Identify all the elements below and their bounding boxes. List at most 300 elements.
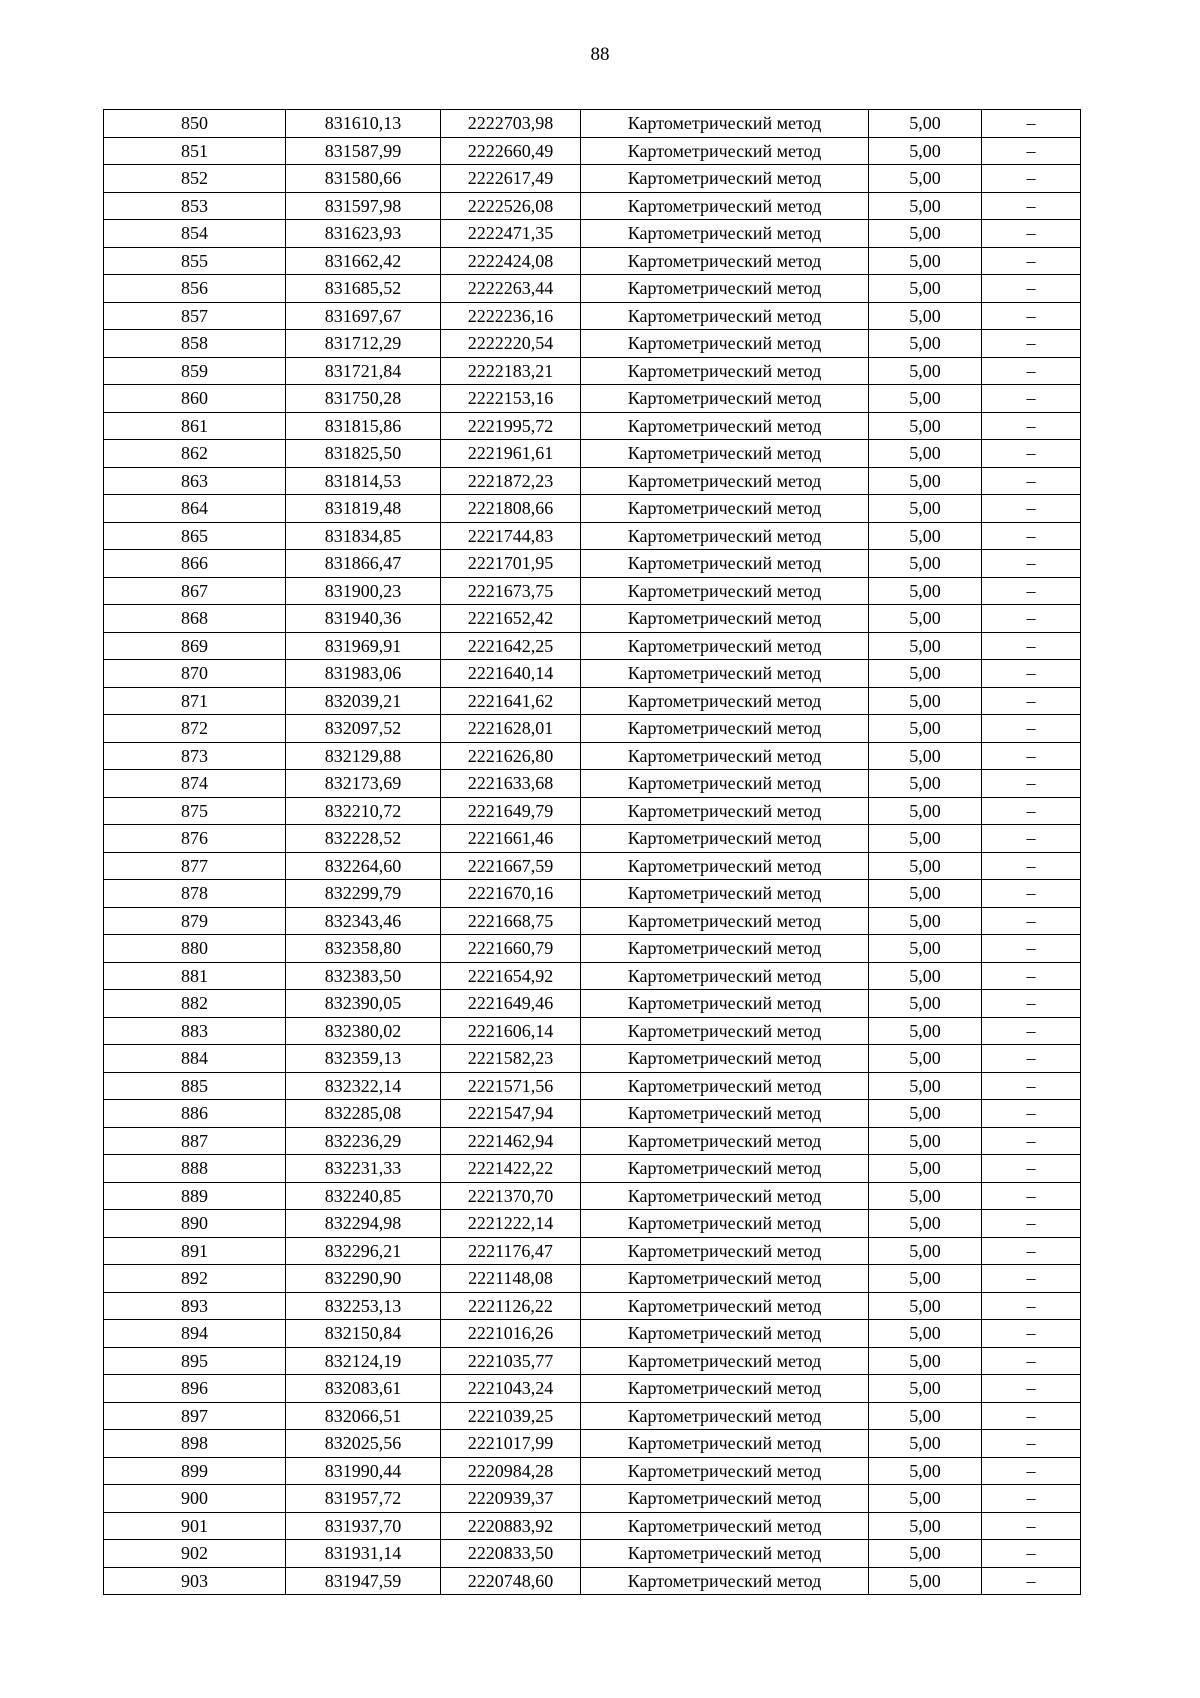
x-coordinate-cell: 832124,19 bbox=[286, 1347, 441, 1375]
table-row bbox=[104, 550, 1081, 578]
accuracy-cell: 5,00 bbox=[869, 385, 982, 413]
x-coordinate-cell: 832343,46 bbox=[286, 907, 441, 935]
point-number-cell: 867 bbox=[104, 577, 286, 605]
method-cell: Картометрический метод bbox=[581, 1182, 869, 1210]
accuracy-cell: 5,00 bbox=[869, 165, 982, 193]
accuracy-cell: 5,00 bbox=[869, 1320, 982, 1348]
point-number-cell: 902 bbox=[104, 1540, 286, 1568]
point-number-cell: 863 bbox=[104, 467, 286, 495]
accuracy-cell: 5,00 bbox=[869, 1182, 982, 1210]
y-coordinate-cell: 2221649,46 bbox=[441, 990, 581, 1018]
accuracy-cell: 5,00 bbox=[869, 1292, 982, 1320]
point-number-cell: 861 bbox=[104, 412, 286, 440]
y-coordinate-cell: 2221422,22 bbox=[441, 1155, 581, 1183]
x-coordinate-cell: 832390,05 bbox=[286, 990, 441, 1018]
accuracy-cell: 5,00 bbox=[869, 990, 982, 1018]
point-number-cell: 892 bbox=[104, 1265, 286, 1293]
note-cell: – bbox=[982, 880, 1081, 908]
method-cell: Картометрический метод bbox=[581, 275, 869, 303]
point-number-cell: 899 bbox=[104, 1457, 286, 1485]
note-cell: – bbox=[982, 137, 1081, 165]
note-cell: – bbox=[982, 357, 1081, 385]
point-number-cell: 885 bbox=[104, 1072, 286, 1100]
note-cell: – bbox=[982, 1155, 1081, 1183]
point-number-cell: 855 bbox=[104, 247, 286, 275]
x-coordinate-cell: 832097,52 bbox=[286, 715, 441, 743]
accuracy-cell: 5,00 bbox=[869, 1457, 982, 1485]
table-row bbox=[104, 412, 1081, 440]
y-coordinate-cell: 2221961,61 bbox=[441, 440, 581, 468]
x-coordinate-cell: 832358,80 bbox=[286, 935, 441, 963]
table-row bbox=[104, 1512, 1081, 1540]
x-coordinate-cell: 832380,02 bbox=[286, 1017, 441, 1045]
x-coordinate-cell: 832173,69 bbox=[286, 770, 441, 798]
note-cell: – bbox=[982, 220, 1081, 248]
note-cell: – bbox=[982, 1127, 1081, 1155]
x-coordinate-cell: 832210,72 bbox=[286, 797, 441, 825]
accuracy-cell: 5,00 bbox=[869, 1072, 982, 1100]
y-coordinate-cell: 2221016,26 bbox=[441, 1320, 581, 1348]
accuracy-cell: 5,00 bbox=[869, 825, 982, 853]
accuracy-cell: 5,00 bbox=[869, 247, 982, 275]
accuracy-cell: 5,00 bbox=[869, 962, 982, 990]
point-number-cell: 881 bbox=[104, 962, 286, 990]
x-coordinate-cell: 831969,91 bbox=[286, 632, 441, 660]
table-row bbox=[104, 1457, 1081, 1485]
note-cell: – bbox=[982, 1017, 1081, 1045]
x-coordinate-cell: 832236,29 bbox=[286, 1127, 441, 1155]
point-number-cell: 894 bbox=[104, 1320, 286, 1348]
note-cell: – bbox=[982, 412, 1081, 440]
table-row bbox=[104, 467, 1081, 495]
note-cell: – bbox=[982, 247, 1081, 275]
x-coordinate-cell: 831623,93 bbox=[286, 220, 441, 248]
method-cell: Картометрический метод bbox=[581, 962, 869, 990]
table-row bbox=[104, 632, 1081, 660]
coordinates-table bbox=[103, 109, 1081, 1595]
y-coordinate-cell: 2221668,75 bbox=[441, 907, 581, 935]
table-row bbox=[104, 935, 1081, 963]
point-number-cell: 884 bbox=[104, 1045, 286, 1073]
y-coordinate-cell: 2222263,44 bbox=[441, 275, 581, 303]
note-cell: – bbox=[982, 1045, 1081, 1073]
method-cell: Картометрический метод bbox=[581, 412, 869, 440]
y-coordinate-cell: 2221642,25 bbox=[441, 632, 581, 660]
table-row bbox=[104, 1182, 1081, 1210]
table-row bbox=[104, 1540, 1081, 1568]
y-coordinate-cell: 2221017,99 bbox=[441, 1430, 581, 1458]
y-coordinate-cell: 2220833,50 bbox=[441, 1540, 581, 1568]
accuracy-cell: 5,00 bbox=[869, 192, 982, 220]
y-coordinate-cell: 2221744,83 bbox=[441, 522, 581, 550]
accuracy-cell: 5,00 bbox=[869, 220, 982, 248]
method-cell: Картометрический метод bbox=[581, 330, 869, 358]
method-cell: Картометрический метод bbox=[581, 522, 869, 550]
table-row bbox=[104, 110, 1081, 138]
accuracy-cell: 5,00 bbox=[869, 1485, 982, 1513]
y-coordinate-cell: 2222526,08 bbox=[441, 192, 581, 220]
point-number-cell: 887 bbox=[104, 1127, 286, 1155]
method-cell: Картометрический метод bbox=[581, 357, 869, 385]
table-row bbox=[104, 385, 1081, 413]
accuracy-cell: 5,00 bbox=[869, 412, 982, 440]
note-cell: – bbox=[982, 330, 1081, 358]
point-number-cell: 850 bbox=[104, 110, 286, 138]
table-row bbox=[104, 192, 1081, 220]
point-number-cell: 868 bbox=[104, 605, 286, 633]
note-cell: – bbox=[982, 275, 1081, 303]
table-row bbox=[104, 137, 1081, 165]
accuracy-cell: 5,00 bbox=[869, 1430, 982, 1458]
x-coordinate-cell: 831597,98 bbox=[286, 192, 441, 220]
y-coordinate-cell: 2221043,24 bbox=[441, 1375, 581, 1403]
y-coordinate-cell: 2221582,23 bbox=[441, 1045, 581, 1073]
method-cell: Картометрический метод bbox=[581, 990, 869, 1018]
accuracy-cell: 5,00 bbox=[869, 1375, 982, 1403]
method-cell: Картометрический метод bbox=[581, 715, 869, 743]
point-number-cell: 891 bbox=[104, 1237, 286, 1265]
accuracy-cell: 5,00 bbox=[869, 110, 982, 138]
note-cell: – bbox=[982, 467, 1081, 495]
x-coordinate-cell: 831721,84 bbox=[286, 357, 441, 385]
y-coordinate-cell: 2222703,98 bbox=[441, 110, 581, 138]
y-coordinate-cell: 2221808,66 bbox=[441, 495, 581, 523]
x-coordinate-cell: 831580,66 bbox=[286, 165, 441, 193]
y-coordinate-cell: 2221633,68 bbox=[441, 770, 581, 798]
method-cell: Картометрический метод bbox=[581, 1045, 869, 1073]
method-cell: Картометрический метод bbox=[581, 440, 869, 468]
table-row bbox=[104, 1072, 1081, 1100]
table-row bbox=[104, 880, 1081, 908]
point-number-cell: 852 bbox=[104, 165, 286, 193]
x-coordinate-cell: 832228,52 bbox=[286, 825, 441, 853]
y-coordinate-cell: 2221641,62 bbox=[441, 687, 581, 715]
note-cell: – bbox=[982, 1402, 1081, 1430]
x-coordinate-cell: 831940,36 bbox=[286, 605, 441, 633]
y-coordinate-cell: 2220939,37 bbox=[441, 1485, 581, 1513]
method-cell: Картометрический метод bbox=[581, 1072, 869, 1100]
note-cell: – bbox=[982, 1182, 1081, 1210]
note-cell: – bbox=[982, 935, 1081, 963]
method-cell: Картометрический метод bbox=[581, 1540, 869, 1568]
accuracy-cell: 5,00 bbox=[869, 660, 982, 688]
x-coordinate-cell: 832285,08 bbox=[286, 1100, 441, 1128]
table-row bbox=[104, 330, 1081, 358]
method-cell: Картометрический метод bbox=[581, 495, 869, 523]
point-number-cell: 877 bbox=[104, 852, 286, 880]
y-coordinate-cell: 2222617,49 bbox=[441, 165, 581, 193]
table-row bbox=[104, 660, 1081, 688]
note-cell: – bbox=[982, 522, 1081, 550]
table-row bbox=[104, 825, 1081, 853]
y-coordinate-cell: 2221035,77 bbox=[441, 1347, 581, 1375]
y-coordinate-cell: 2220748,60 bbox=[441, 1567, 581, 1595]
accuracy-cell: 5,00 bbox=[869, 1402, 982, 1430]
y-coordinate-cell: 2222424,08 bbox=[441, 247, 581, 275]
x-coordinate-cell: 831947,59 bbox=[286, 1567, 441, 1595]
accuracy-cell: 5,00 bbox=[869, 137, 982, 165]
note-cell: – bbox=[982, 907, 1081, 935]
y-coordinate-cell: 2221039,25 bbox=[441, 1402, 581, 1430]
accuracy-cell: 5,00 bbox=[869, 797, 982, 825]
accuracy-cell: 5,00 bbox=[869, 770, 982, 798]
y-coordinate-cell: 2221571,56 bbox=[441, 1072, 581, 1100]
table-row bbox=[104, 1347, 1081, 1375]
point-number-cell: 864 bbox=[104, 495, 286, 523]
method-cell: Картометрический метод bbox=[581, 880, 869, 908]
note-cell: – bbox=[982, 1540, 1081, 1568]
table-row bbox=[104, 605, 1081, 633]
x-coordinate-cell: 832066,51 bbox=[286, 1402, 441, 1430]
method-cell: Картометрический метод bbox=[581, 907, 869, 935]
method-cell: Картометрический метод bbox=[581, 1485, 869, 1513]
y-coordinate-cell: 2221126,22 bbox=[441, 1292, 581, 1320]
x-coordinate-cell: 832039,21 bbox=[286, 687, 441, 715]
accuracy-cell: 5,00 bbox=[869, 687, 982, 715]
point-number-cell: 876 bbox=[104, 825, 286, 853]
note-cell: – bbox=[982, 797, 1081, 825]
table-row bbox=[104, 577, 1081, 605]
note-cell: – bbox=[982, 962, 1081, 990]
y-coordinate-cell: 2221701,95 bbox=[441, 550, 581, 578]
method-cell: Картометрический метод bbox=[581, 467, 869, 495]
x-coordinate-cell: 831990,44 bbox=[286, 1457, 441, 1485]
table-row bbox=[104, 1320, 1081, 1348]
method-cell: Картометрический метод bbox=[581, 632, 869, 660]
y-coordinate-cell: 2221222,14 bbox=[441, 1210, 581, 1238]
x-coordinate-cell: 832299,79 bbox=[286, 880, 441, 908]
method-cell: Картометрический метод bbox=[581, 1017, 869, 1045]
y-coordinate-cell: 2221462,94 bbox=[441, 1127, 581, 1155]
table-row bbox=[104, 220, 1081, 248]
x-coordinate-cell: 832240,85 bbox=[286, 1182, 441, 1210]
method-cell: Картометрический метод bbox=[581, 687, 869, 715]
table-row bbox=[104, 1265, 1081, 1293]
table-row bbox=[104, 770, 1081, 798]
x-coordinate-cell: 832359,13 bbox=[286, 1045, 441, 1073]
x-coordinate-cell: 832294,98 bbox=[286, 1210, 441, 1238]
method-cell: Картометрический метод bbox=[581, 1457, 869, 1485]
accuracy-cell: 5,00 bbox=[869, 1237, 982, 1265]
x-coordinate-cell: 832231,33 bbox=[286, 1155, 441, 1183]
table-row bbox=[104, 907, 1081, 935]
x-coordinate-cell: 832025,56 bbox=[286, 1430, 441, 1458]
method-cell: Картометрический метод bbox=[581, 1430, 869, 1458]
x-coordinate-cell: 832296,21 bbox=[286, 1237, 441, 1265]
note-cell: – bbox=[982, 852, 1081, 880]
table-row bbox=[104, 1485, 1081, 1513]
table-row bbox=[104, 1292, 1081, 1320]
accuracy-cell: 5,00 bbox=[869, 632, 982, 660]
note-cell: – bbox=[982, 742, 1081, 770]
x-coordinate-cell: 831697,67 bbox=[286, 302, 441, 330]
y-coordinate-cell: 2221872,23 bbox=[441, 467, 581, 495]
point-number-cell: 888 bbox=[104, 1155, 286, 1183]
point-number-cell: 873 bbox=[104, 742, 286, 770]
table-row bbox=[104, 1100, 1081, 1128]
y-coordinate-cell: 2221606,14 bbox=[441, 1017, 581, 1045]
note-cell: – bbox=[982, 1072, 1081, 1100]
x-coordinate-cell: 832290,90 bbox=[286, 1265, 441, 1293]
accuracy-cell: 5,00 bbox=[869, 302, 982, 330]
page-number: 88 bbox=[590, 44, 610, 65]
point-number-cell: 880 bbox=[104, 935, 286, 963]
y-coordinate-cell: 2221640,14 bbox=[441, 660, 581, 688]
y-coordinate-cell: 2221654,92 bbox=[441, 962, 581, 990]
point-number-cell: 859 bbox=[104, 357, 286, 385]
method-cell: Картометрический метод bbox=[581, 660, 869, 688]
y-coordinate-cell: 2220883,92 bbox=[441, 1512, 581, 1540]
accuracy-cell: 5,00 bbox=[869, 880, 982, 908]
accuracy-cell: 5,00 bbox=[869, 275, 982, 303]
table-row bbox=[104, 1127, 1081, 1155]
accuracy-cell: 5,00 bbox=[869, 1512, 982, 1540]
point-number-cell: 858 bbox=[104, 330, 286, 358]
note-cell: – bbox=[982, 687, 1081, 715]
method-cell: Картометрический метод bbox=[581, 852, 869, 880]
accuracy-cell: 5,00 bbox=[869, 605, 982, 633]
method-cell: Картометрический метод bbox=[581, 577, 869, 605]
note-cell: – bbox=[982, 1210, 1081, 1238]
note-cell: – bbox=[982, 1567, 1081, 1595]
method-cell: Картометрический метод bbox=[581, 935, 869, 963]
note-cell: – bbox=[982, 1430, 1081, 1458]
x-coordinate-cell: 831983,06 bbox=[286, 660, 441, 688]
x-coordinate-cell: 832383,50 bbox=[286, 962, 441, 990]
note-cell: – bbox=[982, 1292, 1081, 1320]
x-coordinate-cell: 832150,84 bbox=[286, 1320, 441, 1348]
accuracy-cell: 5,00 bbox=[869, 1017, 982, 1045]
table-row bbox=[104, 357, 1081, 385]
accuracy-cell: 5,00 bbox=[869, 550, 982, 578]
table-row bbox=[104, 247, 1081, 275]
x-coordinate-cell: 832083,61 bbox=[286, 1375, 441, 1403]
table-row bbox=[104, 440, 1081, 468]
table-row bbox=[104, 275, 1081, 303]
method-cell: Картометрический метод bbox=[581, 1567, 869, 1595]
x-coordinate-cell: 831937,70 bbox=[286, 1512, 441, 1540]
note-cell: – bbox=[982, 165, 1081, 193]
point-number-cell: 897 bbox=[104, 1402, 286, 1430]
method-cell: Картометрический метод bbox=[581, 1155, 869, 1183]
table-row bbox=[104, 522, 1081, 550]
y-coordinate-cell: 2221626,80 bbox=[441, 742, 581, 770]
table-row bbox=[104, 1045, 1081, 1073]
method-cell: Картометрический метод bbox=[581, 1127, 869, 1155]
accuracy-cell: 5,00 bbox=[869, 1265, 982, 1293]
method-cell: Картометрический метод bbox=[581, 247, 869, 275]
method-cell: Картометрический метод bbox=[581, 385, 869, 413]
x-coordinate-cell: 831610,13 bbox=[286, 110, 441, 138]
note-cell: – bbox=[982, 1237, 1081, 1265]
accuracy-cell: 5,00 bbox=[869, 1567, 982, 1595]
note-cell: – bbox=[982, 1265, 1081, 1293]
x-coordinate-cell: 831662,42 bbox=[286, 247, 441, 275]
table-row bbox=[104, 962, 1081, 990]
accuracy-cell: 5,00 bbox=[869, 742, 982, 770]
table-row bbox=[104, 1402, 1081, 1430]
method-cell: Картометрический метод bbox=[581, 110, 869, 138]
method-cell: Картометрический метод bbox=[581, 302, 869, 330]
x-coordinate-cell: 832322,14 bbox=[286, 1072, 441, 1100]
y-coordinate-cell: 2221652,42 bbox=[441, 605, 581, 633]
x-coordinate-cell: 831685,52 bbox=[286, 275, 441, 303]
y-coordinate-cell: 2221667,59 bbox=[441, 852, 581, 880]
note-cell: – bbox=[982, 825, 1081, 853]
table-row bbox=[104, 990, 1081, 1018]
note-cell: – bbox=[982, 110, 1081, 138]
note-cell: – bbox=[982, 990, 1081, 1018]
note-cell: – bbox=[982, 715, 1081, 743]
x-coordinate-cell: 831900,23 bbox=[286, 577, 441, 605]
note-cell: – bbox=[982, 550, 1081, 578]
point-number-cell: 862 bbox=[104, 440, 286, 468]
point-number-cell: 901 bbox=[104, 1512, 286, 1540]
note-cell: – bbox=[982, 1347, 1081, 1375]
accuracy-cell: 5,00 bbox=[869, 577, 982, 605]
point-number-cell: 871 bbox=[104, 687, 286, 715]
method-cell: Картометрический метод bbox=[581, 1100, 869, 1128]
y-coordinate-cell: 2221649,79 bbox=[441, 797, 581, 825]
note-cell: – bbox=[982, 1457, 1081, 1485]
point-number-cell: 865 bbox=[104, 522, 286, 550]
note-cell: – bbox=[982, 440, 1081, 468]
accuracy-cell: 5,00 bbox=[869, 1045, 982, 1073]
table-row bbox=[104, 1430, 1081, 1458]
method-cell: Картометрический метод bbox=[581, 797, 869, 825]
coordinates-table-body bbox=[104, 110, 1081, 1595]
y-coordinate-cell: 2221148,08 bbox=[441, 1265, 581, 1293]
point-number-cell: 872 bbox=[104, 715, 286, 743]
note-cell: – bbox=[982, 192, 1081, 220]
point-number-cell: 851 bbox=[104, 137, 286, 165]
accuracy-cell: 5,00 bbox=[869, 1155, 982, 1183]
accuracy-cell: 5,00 bbox=[869, 852, 982, 880]
note-cell: – bbox=[982, 495, 1081, 523]
method-cell: Картометрический метод bbox=[581, 1265, 869, 1293]
point-number-cell: 878 bbox=[104, 880, 286, 908]
table-row bbox=[104, 715, 1081, 743]
y-coordinate-cell: 2221370,70 bbox=[441, 1182, 581, 1210]
x-coordinate-cell: 831931,14 bbox=[286, 1540, 441, 1568]
table-row bbox=[104, 1375, 1081, 1403]
x-coordinate-cell: 831957,72 bbox=[286, 1485, 441, 1513]
point-number-cell: 883 bbox=[104, 1017, 286, 1045]
accuracy-cell: 5,00 bbox=[869, 1100, 982, 1128]
table-row bbox=[104, 852, 1081, 880]
method-cell: Картометрический метод bbox=[581, 1210, 869, 1238]
note-cell: – bbox=[982, 1485, 1081, 1513]
point-number-cell: 879 bbox=[104, 907, 286, 935]
point-number-cell: 857 bbox=[104, 302, 286, 330]
table-row bbox=[104, 1210, 1081, 1238]
accuracy-cell: 5,00 bbox=[869, 522, 982, 550]
y-coordinate-cell: 2222183,21 bbox=[441, 357, 581, 385]
point-number-cell: 896 bbox=[104, 1375, 286, 1403]
method-cell: Картометрический метод bbox=[581, 137, 869, 165]
y-coordinate-cell: 2220984,28 bbox=[441, 1457, 581, 1485]
accuracy-cell: 5,00 bbox=[869, 907, 982, 935]
note-cell: – bbox=[982, 1375, 1081, 1403]
note-cell: – bbox=[982, 1100, 1081, 1128]
note-cell: – bbox=[982, 1512, 1081, 1540]
x-coordinate-cell: 832253,13 bbox=[286, 1292, 441, 1320]
point-number-cell: 874 bbox=[104, 770, 286, 798]
table-row bbox=[104, 797, 1081, 825]
point-number-cell: 903 bbox=[104, 1567, 286, 1595]
table-row bbox=[104, 1155, 1081, 1183]
note-cell: – bbox=[982, 1320, 1081, 1348]
